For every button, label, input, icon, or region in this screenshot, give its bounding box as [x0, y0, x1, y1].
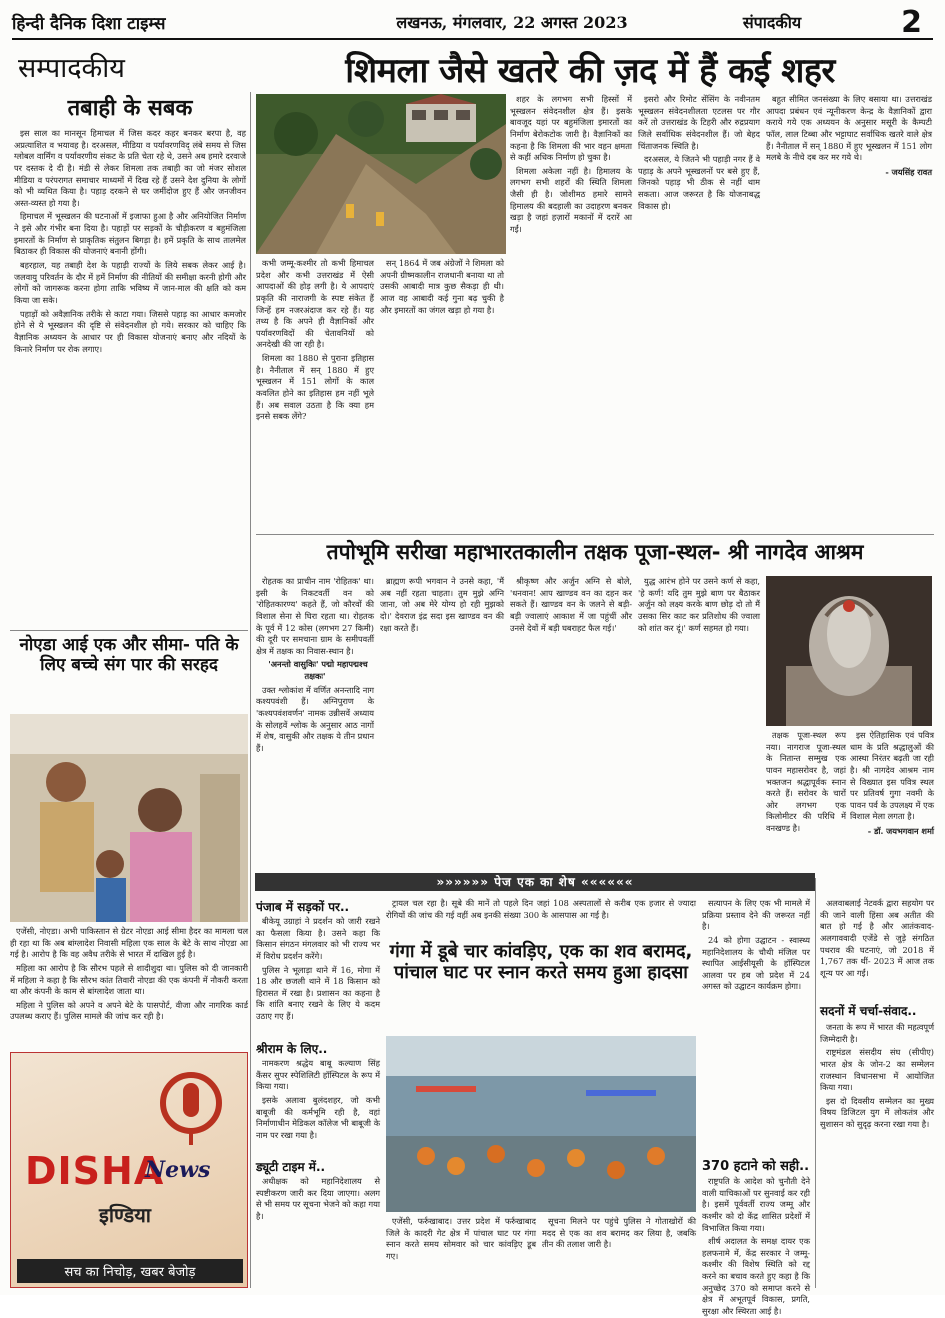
- temple-headline: तपोभूमि सरीखा महाभारतकालीन तक्षक पूजा-स्थल- श्री नागदेव आश्रम: [326, 540, 864, 564]
- ghat-crowd-illustration: [386, 1036, 696, 1212]
- temple-paragraph: श्रीकृष्ण और अर्जुन अग्नि से बोले, 'धनवान! आप खाण्डव वन का दहन कर सकते हैं। खाण्डव वन के जलने से बड़ी-बड़ी ज्वालाएं आकाश में जा पहुंचीं और उनसे देवों में बड़ी घबराहट फैल गई।': [510, 576, 632, 633]
- page-number: 2: [901, 4, 922, 40]
- article-370-paragraph: शीर्ष अदालत के समक्ष दायर एक हलफनामे में, केंद्र सरकार ने जम्मू-कश्मीर की विशेष स्थिति को रद्द करने का बचाव करते हुए कहा है कि अनुच्छेद 370 को समाप्त करने से क्षेत्र में अभूतपूर्व विकास, प्रगति, सुरक्षा और स्थिरता आई है।: [702, 1236, 810, 1317]
- disha-news-logo: [10, 1052, 248, 1288]
- duty-body: [256, 1176, 380, 1288]
- temple-paragraph: युद्ध आरंभ होने पर उसने कर्ण से कहा, 'हे कर्ण! यदि तुम मुझे बाण पर बैठाकर अर्जुन को लक्ष्य करके बाण छोड़ दो तो मैं उसका सिर काट कर प्रतिशोध की ज्वाला को शांत कर दूं।' कर्ण सहमत हो गया।: [638, 576, 760, 633]
- health-paragraph: सत्यापन के लिए एक भी मामले में प्रक्रिया प्रस्ताव देने की जरूरत नहीं है।: [702, 898, 810, 932]
- roads-paragraph: बीकेयू उग्राहां ने प्रदर्शन को जारी रखने का फैसला किया है। उसने कहा कि किसान संगठन मंगलवार को भी राज्य भर में विरोध प्रदर्शन करेंगे।: [256, 916, 380, 961]
- article-370-paragraph: राष्ट्रपति के आदेश को चुनौती देने वाली याचिकाओं पर सुनवाई कर रही है। इसमें पूर्ववर्ती राज्य जम्मू और कश्मीर को दो केंद्र शासित प्रदेशों में विभाजित किया गया।: [702, 1176, 810, 1233]
- roads-paragraph: पुलिस ने भूलाड़ा थाने में 16, मोगा में 18 और छजली थाने में 18 किसान को हिरासत में रखा है। प्रशासन का कहना है कि शांति बनाए रखने के लिए ये कदम उठाए गए हैं।: [256, 964, 380, 1022]
- jump-strip: »»»»»» पेज एक का शेष ««««««: [255, 873, 815, 891]
- shimla-paragraph: कभी जम्मू-कश्मीर तो कभी हिमाचल प्रदेश और कभी उत्तराखंड में ऐसी आपदाओं की होड़ लगी है। ये आपदाएं प्रकृति की नाराजगी के स्पष्ट संकेत हैं जिन्हें हम नजरअंदाज कर रहे हैं। यह तथ्य है कि अपने ही वैज्ञानिकों और पर्यावरणविदों की चेतावनियों को अनदेखी की जा रही है।: [256, 258, 374, 350]
- police-station-illustration: [10, 714, 248, 922]
- row-divider: [256, 534, 934, 535]
- article-370-body: [702, 1176, 810, 1317]
- logo-news: News: [145, 1157, 211, 1183]
- kanwar-paragraph: सूचना मिलने पर पहुंचे पुलिस ने गोताखोरों की मदद से एक का शव बरामद कर लिया है, जबकि तीन की तलाश जारी है।: [542, 1216, 696, 1250]
- shimla-col-5: [766, 94, 932, 530]
- shimla-col-3: [510, 94, 632, 530]
- health-paragraph: 24 को होगा उद्घाटन - स्वास्थ्य महानिदेशालय के चौथी मंजिल पर स्थापित आईसीयूसी के हॉस्पिटल आलवा पर हब जो प्रदेश में 24 अगस्त को उद्घाटन कार्यक्रम होगा।: [702, 934, 810, 992]
- health-body: [702, 898, 810, 1070]
- kanwar-col-1: [386, 1216, 536, 1288]
- article-370-headline: 370 हटाने को सही..: [702, 1159, 810, 1174]
- kanwar-top-body: [386, 898, 696, 938]
- editorial-headline: तबाही के सबक: [67, 96, 193, 121]
- shimla-paragraph: शहर के लगभग सभी हिस्सों में भूस्खलन संवेदनशील क्षेत्र हैं। इसके बावजूद यहां पर बहुमंजिला इमारतों का निर्माण बेरोकटोक जारी है। वैज्ञानिकों का कहना है कि शिमला की भार वहन क्षमता से कहीं अधिक निर्माण हो चुका है।: [510, 94, 632, 163]
- masthead: [12, 6, 933, 40]
- landslide-illustration: [256, 94, 506, 254]
- main-headline: शिमला जैसे खतरे की ज़द में हैं कई शहर: [345, 51, 835, 91]
- row-divider: [10, 630, 248, 631]
- roads-body: [256, 916, 380, 1036]
- shimla-col-2: [380, 258, 504, 530]
- editorial-body: [14, 128, 246, 628]
- shimla-col-1: [256, 258, 374, 530]
- kanwar-col-2: [542, 1216, 696, 1288]
- noida-paragraph: महिला ने पुलिस को अपने व अपने बेटे के पासपोर्ट, वीजा और नागरिक कार्ड उपलब्ध कराए हैं। पुलिस मामले की जांच कर रही है।: [10, 999, 248, 1022]
- shimla-paragraph: दरअसल, ये जितने भी पहाड़ी नगर हैं वे पहाड़ के अपने भूस्खलनों पर बसे हुए हैं, जिनको पहाड़ भी ठीक से नहीं थाम सकता। आज जरूरत है कि योजनाबद्ध विकास हो।: [638, 154, 760, 211]
- temple-col-5: [766, 730, 846, 868]
- section-title: सम्पादकीय: [18, 53, 125, 84]
- right-col-body: [820, 898, 934, 998]
- right-col-paragraph: अलवाबलाई नेटवर्क द्वारा सहयोग पर की जाने वाली हिंसा अब अतीत की बात हो गई है और आतंकवाद-अलगाववादी एजेंडे से जुड़े संगठित पथराव की घटनाएं, जो 2018 में 1,767 तक थीं- 2023 में आज तक शून्य पर आ गईं।: [820, 898, 934, 978]
- shimla-paragraph: शिमला का 1880 से पुराना इतिहास है। नैनीताल में सन् 1880 में हुए भूस्खलन में 151 लोगों के काल कवलित होने का इतिहास हम नहीं भूले हैं। अब सवाल उठता है कि क्या हम इनसे सबक लेंगे?: [256, 353, 374, 422]
- dateline: लखनऊ, मंगलवार, 22 अगस्त 2023: [396, 13, 628, 32]
- temple-col-3: [510, 576, 632, 868]
- temple-col-4: [638, 576, 760, 868]
- kanwar-headline: गंगा में डूबे चार कांवड़िए, एक का शव बरामद, पांचाल घाट पर स्नान करते समय हुआ हादसा: [389, 941, 693, 983]
- right-col-paragraph: राष्ट्रमंडल संसदीय संघ (सीपीए) भारत क्षेत्र के जोन-2 का सम्मेलन राजस्थान विधानसभा में आयोजित किया गया।: [820, 1047, 934, 1093]
- kanwar-photo: [386, 1036, 696, 1212]
- temple-quote: 'अनन्तो वासुकिः' पद्मो महापद्मश्च तक्षकः': [268, 659, 368, 682]
- shimla-col-4: [638, 94, 760, 530]
- shriram-body: [256, 1058, 380, 1154]
- temple-col-1: [256, 576, 374, 868]
- kanwar-column-paragraph: ट्रायल चल रहा है। सूबे की मानें तो पहले दिन जहां 108 अस्पतालों से करीब एक हजार से ज्यादा रोगियों की जांच की गई वहीं अब इनकी संख्या 300 के आसपास आ गई है।: [386, 898, 696, 920]
- editorial-paragraph: इस साल का मानसून हिमाचल में जिस कदर कहर बनकर बरपा है, वह अप्रत्याशित व भयावह है। दरअसल, मीडिया व पर्यावरणविद् लंबे समय से जिस ग्लोबल वार्मिंग व पर्यावरणीय संकट के प्रति चेता रहे थे, उसने अब हमारे दरवाजे पर दस्तक दे दी है। मंडी से लेकर शिमला तक तबाही का जो मंजर सोशल मीडिया व परंपरागत समाचार माध्यमों में दिख रहे हैं उसने देश दुनिया के लोगों को भी व्यथित किया है। पहाड़ दरकने से घर जमींदोज हुए हैं और जनजीवन अस्त-व्यस्त हो गया है।: [14, 128, 246, 208]
- noida-paragraph: महिला का आरोप है कि सौरभ पहले से शादीशुदा था। पुलिस को दी जानकारी में महिला ने कहा है कि सौरभ कांत तिवारी नोएडा की एक कंपनी में नौकरी करता था और कंपनी के काम से बांग्लादेश जाता था।: [10, 962, 248, 997]
- shimla-paragraph: शिमला अकेला नहीं है। हिमालय के लगभग सभी शहरों की स्थिति शिमला जैसी ही है। जोशीमठ हमारे सामने हिमालय की बदहाली का उदाहरण बनकर खड़ा है जहां हज़ारों मकानों में दरारें आ गईं।: [510, 165, 632, 235]
- temple-paragraph: तक्षक पूजा-स्थल रूप नया। नागराज पूजा-स्थल के नितान्त सम्मुख एक पावन महासरोवर है, जहां भक्तजन श्रद्धापूर्वक स्नान करते हैं। सरोवर के चारों ओर लगभग एक किलोमीटर की परिधि में वनखण्ड है।: [766, 730, 846, 834]
- editorial-paragraph: हिमाचल में भूस्खलन की घटनाओं में इजाफा हुआ है और अनियोजित निर्माण ने इसे और गंभीर बना दिया है। पहाड़ों पर सड़कों के चौड़ीकरण व बहुमंजिला इमारतों के निर्माण से प्राकृतिक संतुलन बिगड़ा है। हमें प्रकृति के साथ तालमेल बिठाकर ही विकास की योजनाएं बनानी होंगी।: [14, 211, 246, 257]
- shriram-paragraph: इसके अलावा बुलंदशहर, जो कभी बाबूजी की कर्मभूमि रही है, वहां निर्माणाधीन मेडिकल कॉलेज भी बाबूजी के नाम पर रखा गया है।: [256, 1094, 380, 1140]
- temple-byline: - डॉ. जयभगवान शर्मा: [867, 826, 934, 837]
- editorial-paragraph: बहरहाल, यह तबाही देश के पहाड़ी राज्यों के लिये सबक लेकर आई है। जलवायु परिवर्तन के दौर में हमें निर्माण की नीतियों की समीक्षा करनी होगी और लोगों को जागरूक करना होगा ताकि भविष्य में जान-माल की क्षति को कम किया जा सके।: [14, 260, 246, 305]
- right-col-subhead: सदनों में चर्चा-संवाद..: [820, 1004, 917, 1018]
- section-label: संपादकीय: [742, 13, 802, 32]
- noida-paragraph: एजेंसी, नोएडा। अभी पाकिस्तान से ग्रेटर नोएडा आई सीमा हैदर का मामला चल ही रहा था कि अब बांग्लादेश निवासी महिला एक साल के बेटे के साथ नोएडा आ गई है। आरोप है कि वह अवैध तरीके से भारत में दाखिल हुई है।: [10, 926, 248, 960]
- noida-photo: [10, 714, 248, 922]
- kanwar-paragraph: एजेंसी, फर्रुखाबाद। उत्तर प्रदेश में फर्रुखाबाद जिले के कादरी गेट क्षेत्र में पांचाल घाट पर गंगा स्नान करते समय सोमवार को चार कांवड़िए डूब गए।: [386, 1216, 536, 1261]
- landslide-photo: [256, 94, 506, 254]
- shriram-headline: श्रीराम के लिए..: [256, 1042, 328, 1056]
- editorial-paragraph: पहाड़ों को अवैज्ञानिक तरीके से काटा गया। जिससे पहाड़ का आधार कमजोर होने से ये भूस्खलन की दृष्टि से संवेदनशील हो गये। सरकार को चाहिए कि वैज्ञानिक अध्ययन के आधार पर ही विकास योजनाएं बनाए और नदियों के किनारे निर्माण पर रोक लगाए।: [14, 308, 246, 354]
- column-divider: [250, 92, 251, 1288]
- temple-col-6: [850, 730, 934, 868]
- temple-paragraph: उक्त श्लोकांश में वर्णित अनन्तादि नाग कश्यपवंशी हैं। अग्निपुराण के 'कश्यपवंशवर्णन' नामक उन्नीसवें अध्याय के सोलहवें श्लोक के अनुसार आठ नागों में शेष, वासुकी और तक्षक ये तीन प्रधान हैं।: [256, 684, 374, 753]
- shimla-paragraph: बहुत सीमित जनसंख्या के लिए बसाया था। उत्तराखंड आपदा प्रबंधन एवं न्यूनीकरण केन्द्र के वैज्ञानिकों द्वारा कराये गये एक अध्ययन के अनुसार मसूरी के कैम्पटी फॉल, लाल टिब्बा और भट्टाघाट सर्वाधिक खतरे वाले क्षेत्र हैं। नैनीताल में सन् 1880 में हुए भूस्खलन में 151 लोग मलबे के नीचे दब कर मर गये थे।: [766, 94, 932, 163]
- duty-headline: ड्यूटी टाइम में..: [256, 1160, 326, 1174]
- temple-col-2: [380, 576, 504, 868]
- duty-paragraph: अधीक्षक को महानिदेशालय से स्पष्टीकरण जारी कर दिया जाएगा। अलग से भी समय पर सूचना भेजने को कहा गया है।: [256, 1176, 380, 1221]
- noida-body: [10, 926, 248, 1048]
- right-col-paragraph: जनता के रूप में भारत की महत्वपूर्ण जिम्मेदारी है।: [820, 1022, 934, 1044]
- shrine-illustration: [766, 576, 932, 726]
- right-col-body-2: [820, 1022, 934, 1288]
- temple-paragraph: ब्राह्मण रूपी भगवान ने उनसे कहा, 'मैं अब नहीं रहता चाहता। तुम मुझे अग्नि जाना, जो अब मेरे योग्य हो रही मुझको दो।' देवराज इंद्र सदा इस खाण्डव वन की रक्षा करते हैं।: [380, 576, 504, 633]
- shimla-byline: - जयसिंह रावत: [885, 166, 932, 177]
- shimla-paragraph: सन् 1864 में जब अंग्रेजों ने शिमला को अपनी ग्रीष्मकालीन राजधानी बनाया था तो उसकी आबादी मात्र कुछ सैकड़ा ही थी। आज वह आबादी कई गुना बढ़ चुकी है और इमारतों का जंगल खड़ा हो गया है।: [380, 258, 504, 315]
- temple-paragraph: रोहतक का प्राचीन नाम 'रोहितक' था। इसी के निकटवर्ती वन को 'रोहितकारण्य' कहते हैं, जो कौरवों की विशाल सेना से घिरा रहता था। रोहतक के पूर्व में 12 कोस (लगभग 27 किमी) की दूरी पर समचाना ग्राम के समीपवर्ती क्षेत्र में तक्षक का निवास-स्थान है।: [256, 576, 374, 656]
- logo-india: इण्डिया: [99, 1203, 151, 1227]
- roads-headline: पंजाब में सड़कों पर..: [256, 900, 350, 914]
- column-divider: [815, 878, 816, 1288]
- noida-headline: नोएडा आई एक और सीमा- पति के लिए बच्चे संग पार की सरहद: [19, 635, 239, 675]
- shriram-paragraph: नामकरण श्रद्धेय बाबू कल्याण सिंह कैंसर सुपर स्पेशिलिटी हॉस्पिटल के रूप में किया गया।: [256, 1058, 380, 1092]
- shimla-paragraph: इसरो और रिमोट सेंसिंग के नवीनतम भूस्खलन संवेदनशीलता एटलस पर गौर करें तो उत्तराखंड के टिहरी और रुद्रप्रयाग जिले सर्वाधिक संवेदनशील हैं। जो बेहद चिंताजनक स्थिति है।: [638, 94, 760, 151]
- temple-paragraph: इस ऐतिहासिक एवं पवित्र धाम के प्रति श्रद्धालुओं की आस्था निरंतर बढ़ती जा रही है। श्री नागदेव आश्रम नाम से विख्यात इस पवित्र स्थल पर प्रतिवर्ष गुगा नवमी के पावन पर्व के उपलक्ष्य में एक विशाल मेला लगता है।: [850, 730, 934, 822]
- right-col-paragraph: इस दो दिवसीय सम्मेलन का मुख्य विषय डिजिटल युग में लोकतंत्र और सुशासन को सुदृढ़ करना रखा गया है।: [820, 1095, 934, 1130]
- logo-disha: DISHA: [25, 1149, 165, 1193]
- logo-tagline: सच का निचोड़, खबर बेजोड़: [17, 1259, 243, 1283]
- temple-photo: [766, 576, 932, 726]
- paper-name: हिन्दी दैनिक दिशा टाइम्स: [12, 13, 166, 34]
